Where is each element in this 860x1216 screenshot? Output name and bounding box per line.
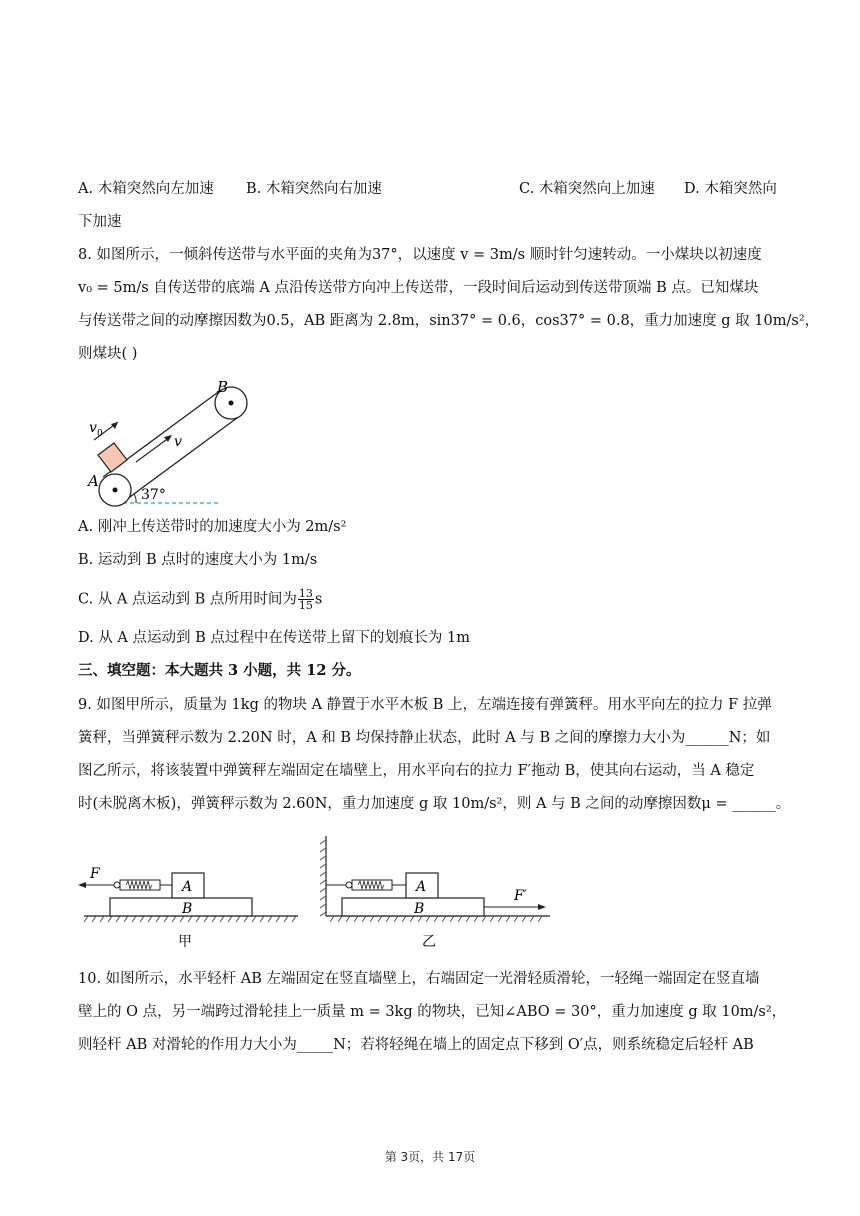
force-f-prime-arrow-icon [538,904,546,910]
q8-line-4: 则煤块( ) [78,346,138,362]
coal-block [98,443,127,472]
q8-line-1: 8. 如图所示，一倾斜传送带与水平面的夹角为37°，以速度 v = 3m/s 顺时针匀速转动。一小煤块以初速度 [78,247,762,263]
label-a: A [416,879,427,895]
q8-option-a: A. 刚冲上传送带时的加速度大小为 2m/s² [78,519,347,535]
q8-option-b: B. 运动到 B 点时的速度大小为 1m/s [78,552,318,568]
section-3-heading: 三、填空题：本大题共 3 小题，共 12 分。 [78,662,361,679]
q10-line-2: 壁上的 O 点，另一端跨过滑轮挂上一质量 m = 3kg 的物块，已知∠ABO = 30°，重力加速度 g 取 10m/s²， [78,1004,787,1020]
label-b: B [182,901,193,917]
label-a: A [88,472,99,490]
label-b: B [414,901,425,917]
q7-option-d: D. 木箱突然向 [684,181,777,197]
q9-line-4: 时(未脱离木板)，弹簧秤示数为 2.60N，重力加速度 g 取 10m/s²，则 A 与 B 之间的动摩擦因数μ = ______。 [78,796,791,812]
q7-option-d-cont: 下加速 [78,214,122,230]
label-v0: v [89,420,97,436]
label-v0-sub: 0 [97,429,103,439]
q10-line-1: 10. 如图所示，水平轻杆 AB 左端固定在竖直墙壁上，右端固定一光滑轻质滑轮，一轻绳一端固定在竖直墙 [78,971,760,987]
q8-line-2: v₀ = 5m/s 自传送带的底端 A 点沿传送带方向冲上传送带，一段时间后运动到传送带顶端 B 点。已知煤块 [78,280,759,296]
board-b [342,898,484,916]
label-a: A [182,879,193,895]
label-v: v [174,434,182,450]
label-angle: 37° [141,487,166,503]
caption-yi: 乙 [422,934,436,950]
q7-option-c: C. 木箱突然向上加速 [519,181,655,197]
q9-figure-yi [316,834,556,950]
v0-arrow-icon [111,422,118,429]
q10-line-3: 则轻杆 AB 对滑轮的作用力大小为_____N；若将轻绳在墙上的固定点下移到 O′点，则系统稳定后轻杆 AB [78,1037,754,1053]
q8-option-c-prefix: C. 从 A 点运动到 B 点所用时间为 [78,591,297,608]
q7-option-b: B. 木箱突然向右加速 [246,181,382,197]
label-f-prime: F′ [514,888,527,904]
board-b [110,898,252,916]
q8-option-d: D. 从 A 点运动到 B 点过程中在传送带上留下的划痕长为 1m [78,630,470,646]
label-f: F [90,866,100,882]
q8-line-3: 与传送带之间的动摩擦因数为0.5，AB 距离为 2.8m，sin37° = 0.6，cos37° = 0.8，重力加速度 g 取 10m/s²， [78,313,820,329]
wall-hatch [320,840,326,916]
fraction-numerator: 13 [298,587,313,600]
q8-conveyor-figure [78,372,258,512]
q8-option-c [78,588,322,611]
fraction-denominator: 15 [298,599,313,612]
q7-option-a: A. 木箱突然向左加速 [78,181,214,197]
q9-line-2: 簧秤，当弹簧秤示数为 2.20N 时，A 和 B 均保持静止状态，此时 A 与 B 之间的摩擦力大小为______N；如 [78,730,771,746]
page-number-footer: 第 3页，共 17页 [384,1150,476,1164]
label-b: B [217,378,229,396]
q9-figure-jia [76,858,306,950]
force-f-arrow-icon [78,882,86,888]
ground-hatch [330,916,542,922]
q8-option-c-suffix: s [314,591,323,608]
q9-line-3: 图乙所示，将该装置中弹簧秤左端固定在墙壁上，用水平向右的拉力 F′拖动 B，使其向右运动，当 A 稳定 [78,763,755,779]
q9-line-1: 9. 如图甲所示，质量为 1kg 的物块 A 静置于水平木板 B 上，左端连接有弹簧秤。用水平向左的拉力 F 拉弹 [78,697,772,713]
q8-option-c-fraction [298,588,314,611]
caption-jia: 甲 [178,934,192,950]
